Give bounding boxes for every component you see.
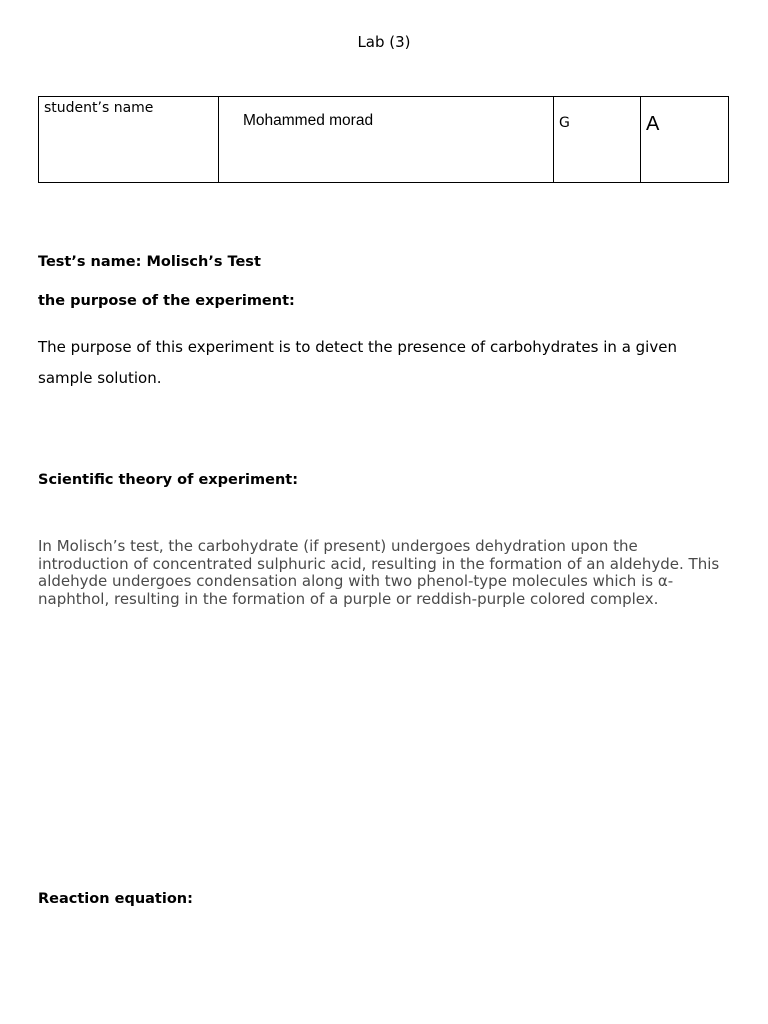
- test-name-heading: Test’s name: Molisch’s Test: [38, 254, 261, 270]
- table-row: [39, 97, 729, 183]
- student-info-table: [38, 96, 729, 183]
- student-name-label: student’s name: [39, 97, 219, 183]
- group-value: A: [641, 97, 729, 183]
- theory-text: In Molisch’s test, the carbohydrate (if present) undergoes dehydration upon the introduction of concentrated sulphuric acid, resulting in the formation of an aldehyde. This aldehyde undergoes condensation along with two phenol-type molecules which is α-naphthol, resulting in the formation of a purple or reddish-purple colored complex.: [38, 537, 720, 608]
- page-title: Lab (3): [357, 33, 411, 51]
- purpose-heading: the purpose of the experiment:: [38, 293, 295, 309]
- reaction-equation-heading: Reaction equation:: [38, 891, 193, 907]
- theory-heading: Scientific theory of experiment:: [38, 472, 298, 488]
- purpose-text: The purpose of this experiment is to detect the presence of carbohydrates in a given sample solution.: [38, 338, 677, 387]
- group-label: G: [554, 97, 641, 183]
- student-name-value: Mohammed morad: [219, 97, 554, 183]
